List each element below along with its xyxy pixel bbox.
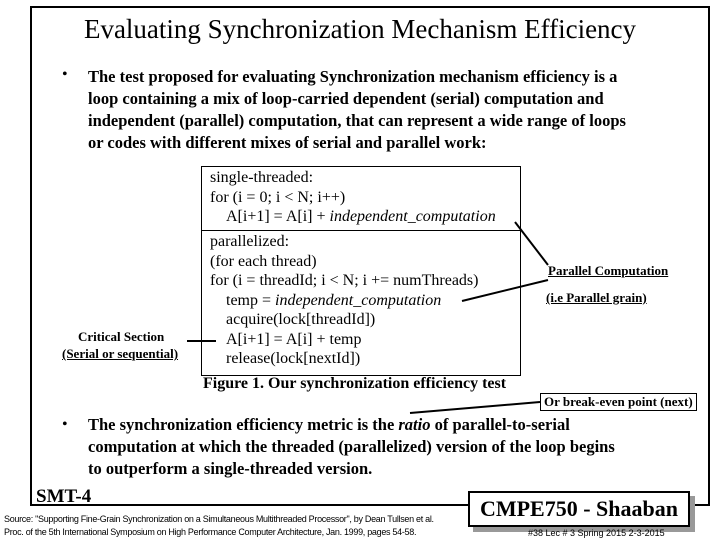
code-line: release(lock[nextId])	[226, 350, 361, 367]
bullet-icon: •	[62, 416, 68, 433]
code-text: temp =	[226, 291, 276, 309]
text-line	[88, 414, 615, 436]
text-line: computation at which the threaded (parallelized) version of the loop begins	[88, 437, 615, 456]
slide-title: Evaluating Synchronization Mechanism Efficiency	[83, 14, 637, 44]
code-line: acquire(lock[threadId])	[226, 311, 376, 328]
code-text: independent_computation	[275, 291, 442, 309]
slide-meta: #38 Lec # 3 Spring 2015 2-3-2015	[528, 528, 665, 538]
bullet-2	[88, 414, 615, 480]
course-brand: CMPE750 - Shaaban	[468, 491, 690, 527]
text: of parallel-to-serial	[430, 415, 570, 434]
code-text: independent_computation	[329, 208, 496, 225]
text-line: independent (parallel) computation, that can represent a wide range of loops	[88, 111, 626, 130]
text: The synchronization efficiency metric is the	[88, 415, 399, 434]
code-line: for (i = 0; i < N; i++)	[210, 188, 346, 206]
code-line: single-threaded:	[210, 169, 314, 186]
code-text: A[i+1] = A[i] +	[226, 208, 330, 225]
slide-tag: SMT-4	[36, 486, 92, 507]
parallel-grain-label: (i.e Parallel grain)	[546, 290, 647, 305]
break-even-label: Or break-even point (next)	[540, 393, 697, 411]
source-line-1: Source: "Supporting Fine-Grain Synchronization on a Simultaneous Multithreaded Processor", by Dean Tullsen et al.	[4, 514, 434, 524]
text-line: The test proposed for evaluating Synchronization mechanism efficiency is a	[88, 67, 618, 86]
serial-label: (Serial or sequential)	[62, 346, 179, 361]
code-line: (for each thread)	[210, 252, 317, 270]
critical-section-label: Critical Section	[78, 329, 165, 344]
source-line-2: Proc. of the 5th International Symposium on High Performance Computer Architecture, Jan. 1999, pages 54-58.	[4, 527, 417, 537]
text: ratio	[398, 415, 431, 434]
parallel-computation-label: Parallel Computation	[548, 263, 669, 278]
text-line: or codes with different mixes of serial and parallel work:	[88, 133, 487, 152]
code-line: parallelized:	[210, 233, 290, 250]
code-line: A[i+1] = A[i] + temp	[226, 330, 362, 348]
text-line: loop containing a mix of loop-carried dependent (serial) computation and	[88, 89, 604, 108]
code-line: for (i = threadId; i < N; i += numThreads)	[210, 272, 479, 289]
bullet-icon: •	[62, 66, 68, 83]
figure-caption: Figure 1. Our synchronization efficiency test	[203, 375, 507, 392]
text-line: to outperform a single-threaded version.	[88, 459, 373, 478]
